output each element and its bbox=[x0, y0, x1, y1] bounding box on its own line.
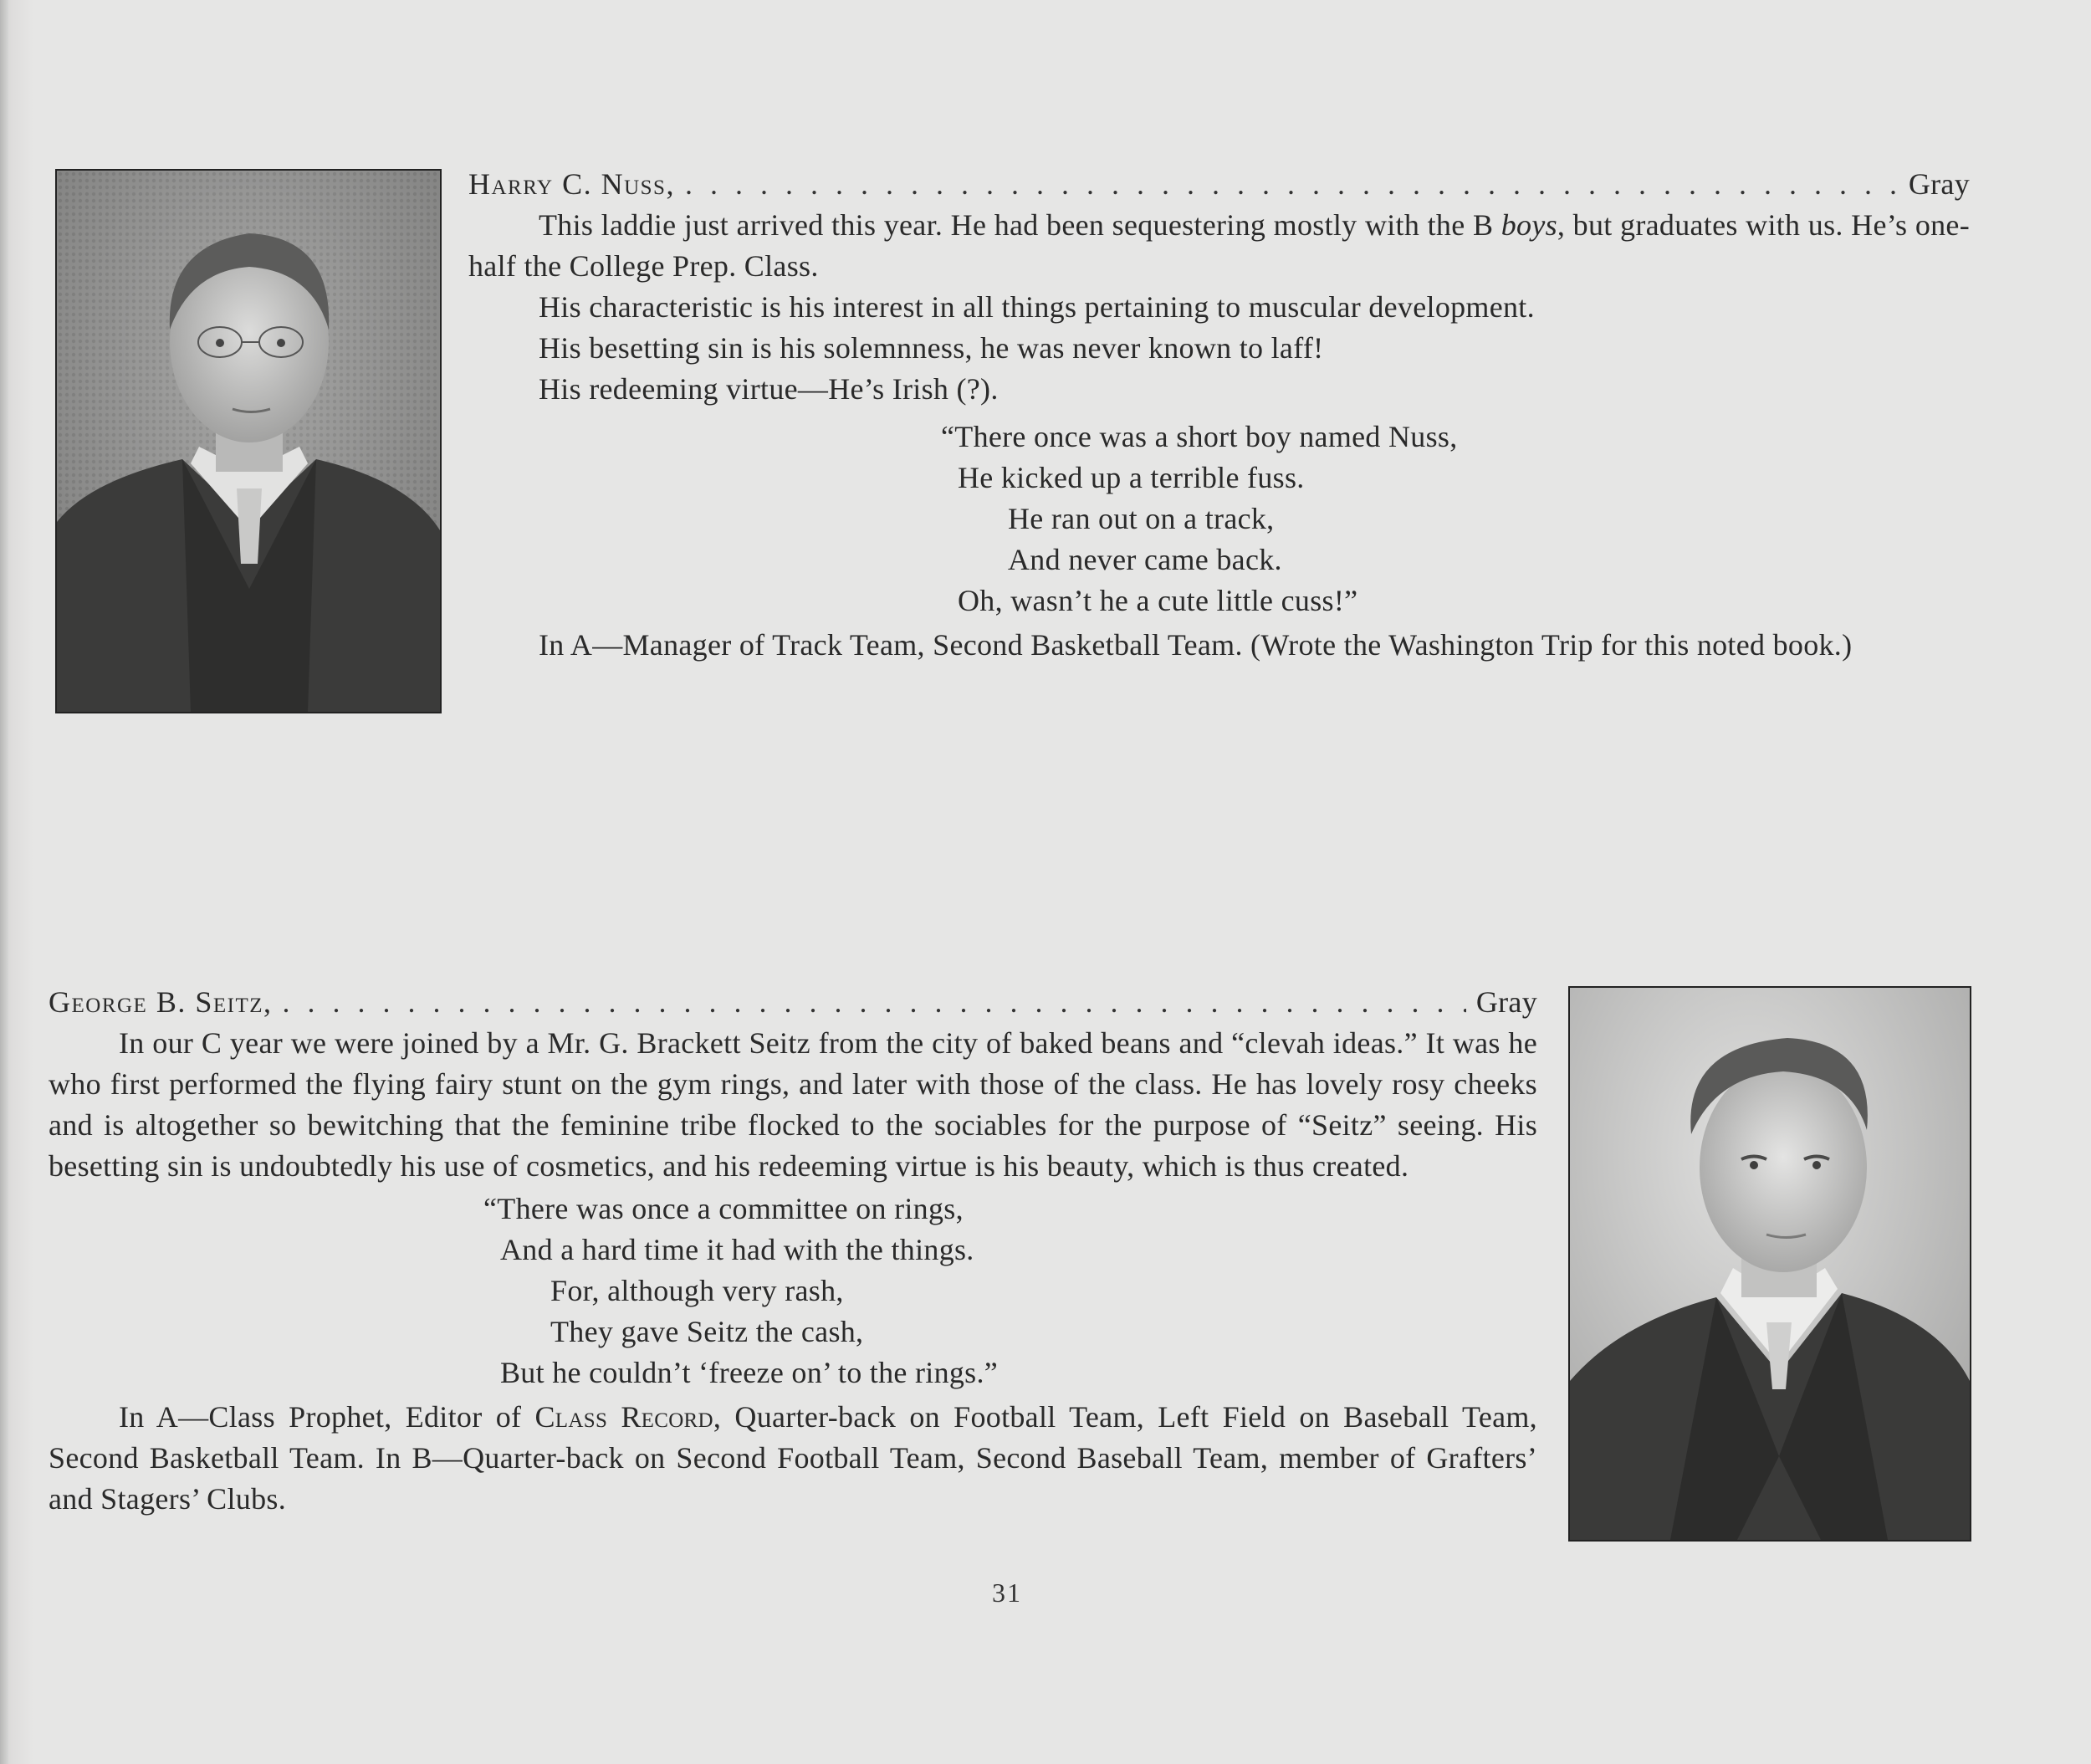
class-label: Gray bbox=[1475, 985, 1537, 1019]
redeeming-virtue-line: His redeeming virtue—He’s Irish (?). bbox=[539, 372, 999, 406]
portrait-photo-nuss bbox=[55, 169, 442, 713]
intro-emphasis: boys bbox=[1501, 208, 1557, 242]
portrait-photo-seitz bbox=[1568, 986, 1971, 1542]
page-binding-edge bbox=[0, 0, 8, 1764]
verse-line: He kicked up a terrible fuss. bbox=[958, 461, 1305, 494]
record-text-2: , Quarter-back on Football Team, Left Field on Baseball Team, Second Basketball Team. In B—Quarter-back on Second Football Team, Second Baseball Team, member of Grafters’ and Stagers’ Clubs. bbox=[49, 1400, 1537, 1516]
limerick-nuss bbox=[941, 417, 1970, 621]
verse-line: “There was once a committee on rings, bbox=[483, 1192, 964, 1225]
student-name: Harry C. Nuss, bbox=[468, 167, 675, 201]
record-paragraph bbox=[49, 1397, 1537, 1520]
verse-line: Oh, wasn’t he a cute little cuss!” bbox=[958, 584, 1358, 617]
verse-line: He ran out on a track, bbox=[1008, 502, 1275, 535]
entry-seitz bbox=[49, 982, 1537, 1520]
bio-paragraph: In our C year we were joined by a Mr. G. Brackett Seitz from the city of baked beans and “clevah ideas.” It was he who first performed the flying fairy stunt on the gym rings, and later with those of the class. He has lovely rosy cheeks and is altogether so bewitching that the feminine tribe flocked to the sociables for the purpose of “Seitz” seeing. His besetting sin is undoubtedly his use of cosmetics, and his redeeming virtue is his beauty, which is thus created. bbox=[49, 1026, 1537, 1183]
dot-leader bbox=[685, 164, 1899, 205]
name-line-nuss bbox=[468, 164, 1970, 205]
intro-paragraph bbox=[468, 205, 1970, 287]
verse-line: “There once was a short boy named Nuss, bbox=[941, 420, 1458, 453]
publication-title: Class Record bbox=[534, 1400, 713, 1434]
entry-nuss bbox=[468, 164, 1970, 666]
name-line-seitz bbox=[49, 982, 1537, 1023]
intro-text-1: This laddie just arrived this year. He had been sequestering mostly with the B bbox=[539, 208, 1501, 242]
verse-line: They gave Seitz the cash, bbox=[550, 1315, 864, 1348]
portrait-seitz-image bbox=[1570, 988, 1970, 1540]
limerick-seitz bbox=[483, 1189, 1537, 1393]
page-number: 31 bbox=[992, 1577, 1022, 1608]
dot-leader bbox=[283, 982, 1466, 1023]
record-text-1: In A—Class Prophet, Editor of bbox=[119, 1400, 535, 1434]
characteristic-line: His characteristic is his interest in all things pertaining to muscular development. bbox=[539, 290, 1535, 324]
record-paragraph: In A—Manager of Track Team, Second Basketball Team. (Wrote the Washington Trip for this noted book.) bbox=[539, 628, 1853, 662]
portrait-nuss-image bbox=[57, 171, 440, 712]
verse-line: But he couldn’t ‘freeze on’ to the rings.” bbox=[500, 1356, 999, 1389]
besetting-sin-line: His besetting sin is his solemnness, he was never known to laff! bbox=[539, 331, 1324, 365]
verse-line: And a hard time it had with the things. bbox=[500, 1233, 974, 1266]
class-label: Gray bbox=[1908, 167, 1970, 201]
verse-line: For, although very rash, bbox=[550, 1274, 844, 1307]
intro-text-2: , but graduates with us. He’s one-half the College Prep. Class. bbox=[468, 208, 1970, 283]
verse-line: And never came back. bbox=[1008, 543, 1282, 576]
student-name: George B. Seitz, bbox=[49, 985, 273, 1019]
